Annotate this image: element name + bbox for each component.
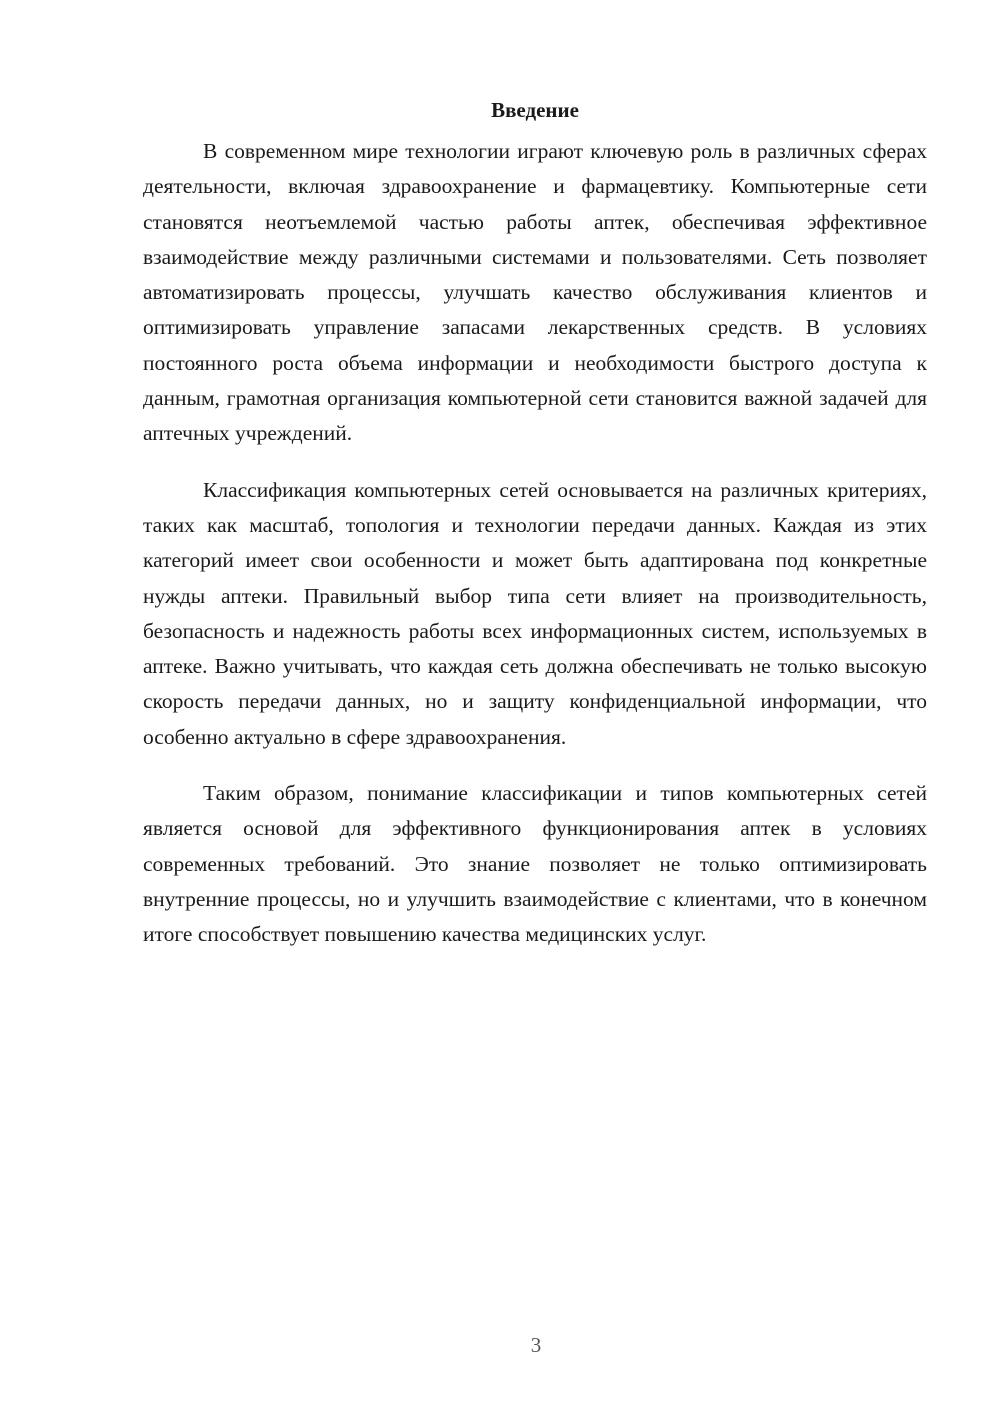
- paragraph-3: Таким образом, понимание классификации и типов компьютерных сетей является основой для эффективного функционирования аптек в условиях современных требований. Это знание позволяет не только оптимизировать внутренние процессы, но и улучшить взаимодействие с клиентами, что в конечном итоге способствует повышению качества медицинских услуг.: [143, 781, 927, 947]
- page-body: [143, 93, 927, 953]
- paragraph-1: В современном мире технологии играют ключевую роль в различных сферах деятельности, включая здравоохранение и фармацевтику. Компьютерные сети становятся неотъемлемой частью работы аптек, обеспечивая эффективное взаимодействие между различными системами и пользователями. Сеть позволяет автоматизировать процессы, улучшать качество обслуживания клиентов и оптимизировать управление запасами лекарственных средств. В условиях постоянного роста объема информации и необходимости быстрого доступа к данным, грамотная организация компьютерной сети становится важной задачей для аптечных учреждений.: [143, 139, 927, 446]
- section-title: Введение: [491, 98, 579, 122]
- page-number: 3: [530, 1333, 542, 1357]
- paragraph-2: Классификация компьютерных сетей основывается на различных критериях, таких как масштаб, топология и технологии передачи данных. Каждая из этих категорий имеет свои особенности и может быть адаптирована под конкретные нужды аптеки. Правильный выбор типа сети влияет на производительность, безопасность и надежность работы всех информационных систем, используемых в аптеке. Важно учитывать, что каждая сеть должна обеспечивать не только высокую скорость передачи данных, но и защиту конфиденциальной информации, что особенно актуально в сфере здравоохранения.: [143, 477, 927, 749]
